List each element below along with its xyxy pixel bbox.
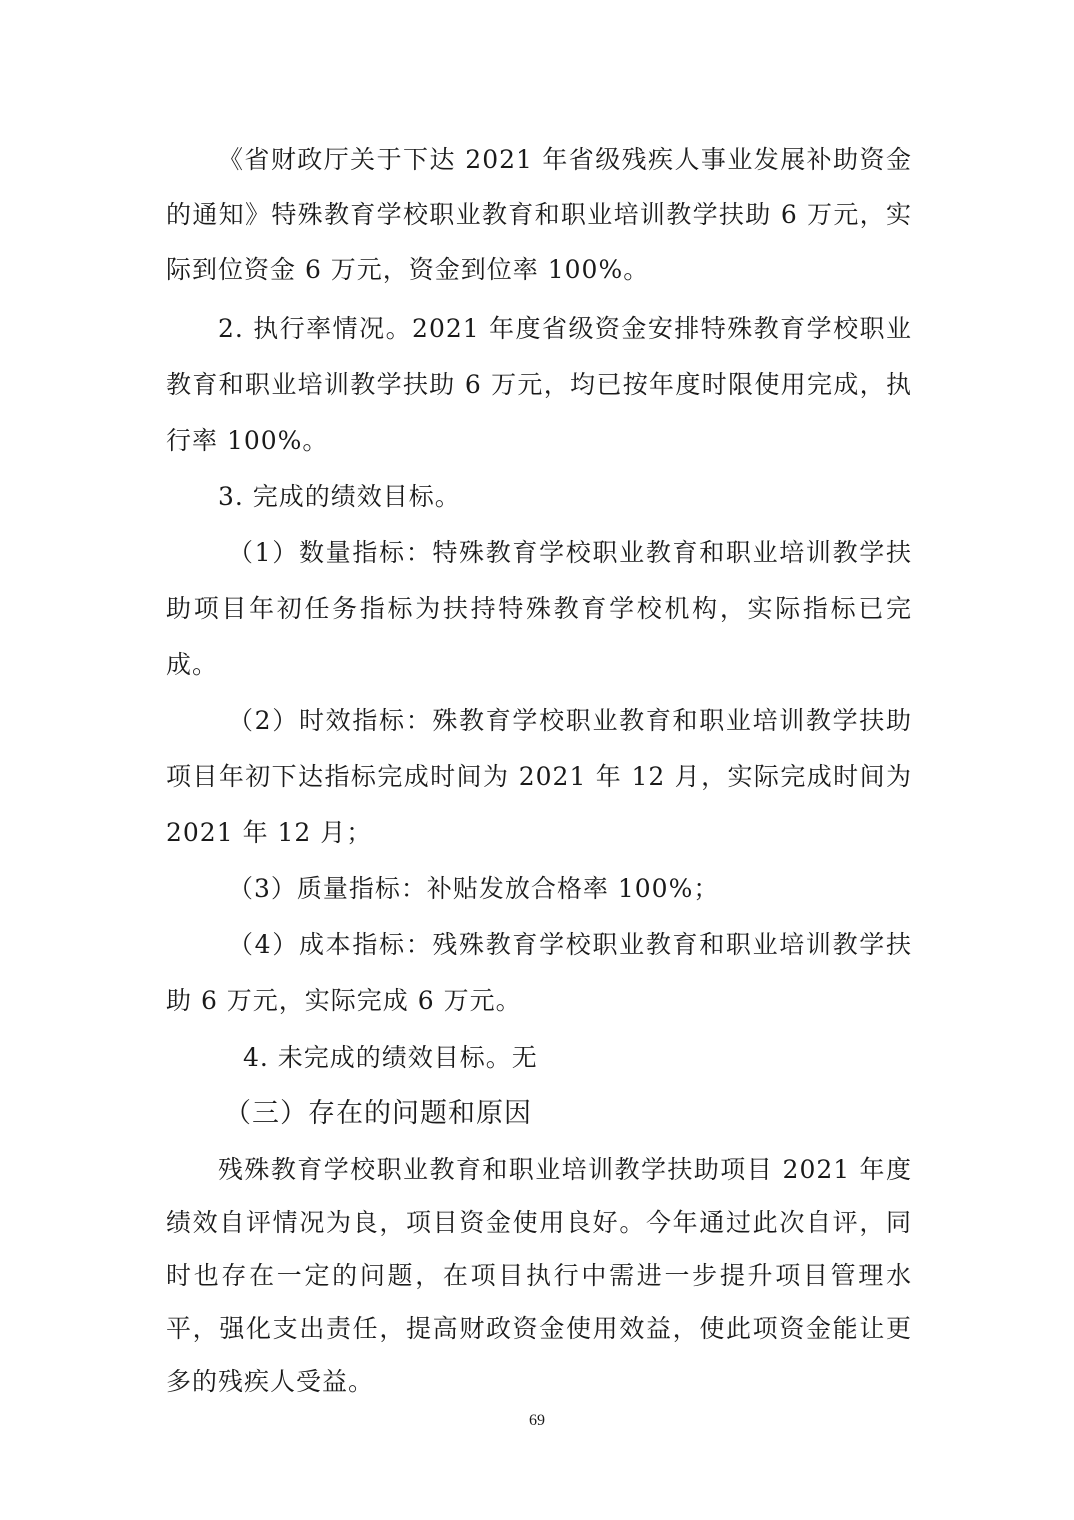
subheading-line: 3. 完成的绩效目标。 — [218, 482, 461, 511]
paragraph-line: 绩效自评情况为良，项目资金使用良好。今年通过此次自评，同 — [166, 1208, 912, 1237]
page-number: 69 — [529, 1412, 545, 1429]
paragraph-line: 助项目年初任务指标为扶持特殊教育学校机构，实际指标已完 — [166, 594, 912, 623]
paragraph-line: 2. 执行率情况。2021 年度省级资金安排特殊教育学校职业 — [218, 314, 912, 343]
paragraph-line: （2）时效指标：殊教育学校职业教育和职业培训教学扶助 — [228, 706, 912, 735]
subheading-line: 4. 未完成的绩效目标。无 — [243, 1043, 538, 1072]
paragraph-line: 平，强化支出责任，提高财政资金使用效益，使此项资金能让更 — [166, 1314, 912, 1343]
paragraph-line: 际到位资金 6 万元，资金到位率 100%。 — [166, 255, 650, 284]
paragraph-line: （3）质量指标：补贴发放合格率 100%； — [228, 874, 720, 903]
paragraph-line: （4）成本指标：残殊教育学校职业教育和职业培训教学扶 — [228, 930, 912, 959]
paragraph-line: （1）数量指标：特殊教育学校职业教育和职业培训教学扶 — [228, 538, 912, 567]
paragraph-line: 的通知》特殊教育学校职业教育和职业培训教学扶助 6 万元，实 — [166, 200, 912, 229]
paragraph-line: 助 6 万元，实际完成 6 万元。 — [166, 986, 522, 1015]
paragraph-line: 时也存在一定的问题，在项目执行中需进一步提升项目管理水 — [166, 1261, 912, 1290]
section-heading: （三）存在的问题和原因 — [224, 1098, 532, 1129]
paragraph-line: 2021 年 12 月； — [166, 818, 373, 847]
paragraph-line: 教育和职业培训教学扶助 6 万元，均已按年度时限使用完成，执 — [166, 370, 912, 399]
paragraph-line: 残殊教育学校职业教育和职业培训教学扶助项目 2021 年度 — [218, 1155, 912, 1184]
paragraph-line: 多的残疾人受益。 — [166, 1367, 375, 1396]
paragraph-line: 《省财政厅关于下达 2021 年省级残疾人事业发展补助资金 — [218, 145, 912, 174]
paragraph-line: 行率 100%。 — [166, 426, 329, 455]
paragraph-line: 项目年初下达指标完成时间为 2021 年 12 月，实际完成时间为 — [166, 762, 912, 791]
paragraph-line: 成。 — [166, 650, 219, 679]
